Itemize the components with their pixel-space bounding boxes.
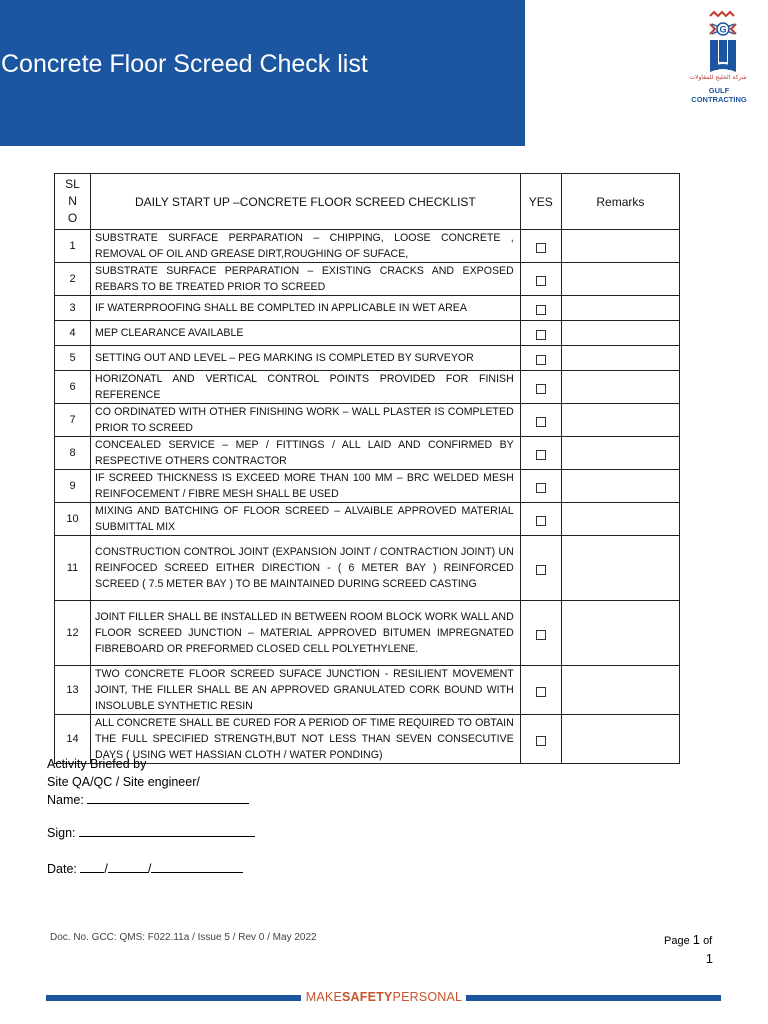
row-yes-cell <box>520 230 561 263</box>
yes-checkbox[interactable] <box>536 483 546 493</box>
page-total: 1 <box>705 951 713 966</box>
name-label: Name: <box>47 793 84 807</box>
table-row <box>55 230 680 263</box>
row-number: 11 <box>55 536 91 601</box>
footer-bar-right <box>466 995 721 1001</box>
row-number: 9 <box>55 470 91 503</box>
date-line <box>47 862 243 876</box>
row-number: 2 <box>55 263 91 296</box>
row-number: 10 <box>55 503 91 536</box>
row-yes-cell <box>520 371 561 404</box>
row-checklist-item: SUBSTRATE SURFACE PERPARATION – CHIPPING, LOOSE CONCRETE , REMOVAL OF OIL AND GREASE DIRT,ROUGHING OF SUFACE, <box>91 230 521 263</box>
yes-checkbox[interactable] <box>536 355 546 365</box>
row-number: 6 <box>55 371 91 404</box>
table-row <box>55 536 680 601</box>
yes-checkbox[interactable] <box>536 417 546 427</box>
yes-checkbox[interactable] <box>536 330 546 340</box>
logo-shield-icon <box>710 40 736 72</box>
sign-field[interactable] <box>79 826 255 837</box>
table-row <box>55 263 680 296</box>
logo-line2: CONTRACTING <box>691 95 747 104</box>
logo-text <box>680 86 758 104</box>
row-checklist-item: IF SCREED THICKNESS IS EXCEED MORE THAN 100 MM – BRC WELDED MESH REINFOCEMENT / FIBRE MESH SHALL BE USED <box>91 470 521 503</box>
page-of-label: of <box>703 935 713 947</box>
date-separator: / <box>104 862 108 876</box>
yes-checkbox[interactable] <box>536 565 546 575</box>
row-checklist-item: CONSTRUCTION CONTROL JOINT (EXPANSION JOINT / CONTRACTION JOINT) UN REINFOCED SCREED EITHER DIRECTION - ( 6 METER BAY ) REINFORCED SCREED ( 7.5 METER BAY ) TO BE MAINTAINED DURING SCREED CASTING <box>91 536 521 601</box>
row-checklist-item: CONCEALED SERVICE – MEP / FITTINGS / ALL LAID AND CONFIRMED BY RESPECTIVE OTHERS CONTRACTOR <box>91 437 521 470</box>
row-number: 7 <box>55 404 91 437</box>
table-header-row <box>55 174 680 230</box>
yes-checkbox[interactable] <box>536 450 546 460</box>
row-remarks-cell[interactable] <box>561 263 679 296</box>
document-number: Doc. No. GCC: QMS: F022.11a / Issue 5 / Rev 0 / May 2022 <box>50 932 317 943</box>
row-remarks-cell[interactable] <box>561 601 679 666</box>
row-yes-cell <box>520 715 561 764</box>
row-remarks-cell[interactable] <box>561 346 679 371</box>
row-remarks-cell[interactable] <box>561 404 679 437</box>
row-checklist-item: CO ORDINATED WITH OTHER FINISHING WORK – WALL PLASTER IS COMPLETED PRIOR TO SCREED <box>91 404 521 437</box>
row-yes-cell <box>520 263 561 296</box>
row-number: 12 <box>55 601 91 666</box>
row-number: 14 <box>55 715 91 764</box>
header-yes: YES <box>520 174 561 230</box>
table-row <box>55 601 680 666</box>
row-yes-cell <box>520 470 561 503</box>
briefed-by-label: Activity Briefed by <box>47 757 147 771</box>
date-month-field[interactable] <box>108 862 148 873</box>
table-row <box>55 437 680 470</box>
yes-checkbox[interactable] <box>536 736 546 746</box>
row-number: 1 <box>55 230 91 263</box>
row-checklist-item: IF WATERPROOFING SHALL BE COMPLTED IN APPLICABLE IN WET AREA <box>91 296 521 321</box>
logo-letter: G <box>719 24 727 35</box>
row-remarks-cell[interactable] <box>561 296 679 321</box>
row-remarks-cell[interactable] <box>561 503 679 536</box>
yes-checkbox[interactable] <box>536 687 546 697</box>
name-line <box>47 791 249 809</box>
yes-checkbox[interactable] <box>536 516 546 526</box>
row-remarks-cell[interactable] <box>561 666 679 715</box>
yes-checkbox[interactable] <box>536 630 546 640</box>
name-field[interactable] <box>87 793 249 804</box>
table-row <box>55 346 680 371</box>
row-yes-cell <box>520 536 561 601</box>
row-number: 5 <box>55 346 91 371</box>
page-title: Concrete Floor Screed Check list <box>1 50 368 78</box>
page-number <box>664 931 713 967</box>
row-yes-cell <box>520 666 561 715</box>
header-remarks: Remarks <box>561 174 679 230</box>
date-year-field[interactable] <box>151 862 243 873</box>
row-yes-cell <box>520 346 561 371</box>
page-current: 1 <box>692 932 700 947</box>
header-checklist: DAILY START UP –CONCRETE FLOOR SCREED CHECKLIST <box>91 174 521 230</box>
row-yes-cell <box>520 321 561 346</box>
header-band <box>0 0 525 146</box>
row-yes-cell <box>520 601 561 666</box>
logo-arabic-text: شركة الخليج للمقاولات <box>689 74 747 81</box>
table-row <box>55 296 680 321</box>
yes-checkbox[interactable] <box>536 276 546 286</box>
table-row <box>55 470 680 503</box>
table-row <box>55 666 680 715</box>
table-row <box>55 404 680 437</box>
row-number: 3 <box>55 296 91 321</box>
row-checklist-item: JOINT FILLER SHALL BE INSTALLED IN BETWEEN ROOM BLOCK WORK WALL AND FLOOR SCREED JUNCTION – MATERIAL APPROVED BITUMEN IMPREGNATED FIBREBOARD OR PREFORMED CLOSED CELL POLYETHYLENE. <box>91 601 521 666</box>
footer-bar-left <box>46 995 301 1001</box>
logo-line1: GULF <box>708 86 730 95</box>
date-day-field[interactable] <box>80 862 104 873</box>
date-separator: / <box>147 862 152 876</box>
sign-line <box>47 826 255 840</box>
row-remarks-cell[interactable] <box>561 536 679 601</box>
row-checklist-item: TWO CONCRETE FLOOR SCREED SUFACE JUNCTION - RESILIENT MOVEMENT JOINT, THE FILLER SHALL BE AN APPROVED GRANULATED CORK BOUND WITH INSOLUBLE SYNTHETIC RESIN <box>91 666 521 715</box>
safety-slogan <box>304 990 464 1004</box>
slogan-safety: SAFETY <box>342 990 393 1004</box>
row-yes-cell <box>520 437 561 470</box>
yes-checkbox[interactable] <box>536 305 546 315</box>
yes-checkbox[interactable] <box>536 384 546 394</box>
page-label: Page <box>664 935 690 947</box>
row-checklist-item: ALL CONCRETE SHALL BE CURED FOR A PERIOD OF TIME REQUIRED TO OBTAIN THE FULL SPECIFIED STRENGTH,BUT NOT LESS THAN SEVEN CONSECUTIVE DAYS ( USING WET HASSIAN CLOTH / WATER PONDING) <box>91 715 521 764</box>
slogan-make: MAKE <box>305 990 343 1004</box>
row-yes-cell <box>520 503 561 536</box>
row-remarks-cell[interactable] <box>561 470 679 503</box>
row-remarks-cell[interactable] <box>561 715 679 764</box>
row-remarks-cell[interactable] <box>561 230 679 263</box>
row-yes-cell <box>520 404 561 437</box>
table-row <box>55 371 680 404</box>
row-number: 13 <box>55 666 91 715</box>
yes-checkbox[interactable] <box>536 243 546 253</box>
row-remarks-cell[interactable] <box>561 437 679 470</box>
site-engineer-label: Site QA/QC / Site engineer/ <box>47 775 200 789</box>
sign-label: Sign: <box>47 826 76 840</box>
table-row <box>55 321 680 346</box>
checklist-table <box>54 173 680 764</box>
row-remarks-cell[interactable] <box>561 321 679 346</box>
row-number: 8 <box>55 437 91 470</box>
row-checklist-item: MEP CLEARANCE AVAILABLE <box>91 321 521 346</box>
header-sl-no: SL N O <box>55 174 91 230</box>
briefing-block <box>47 755 249 809</box>
row-checklist-item: HORIZONATL AND VERTICAL CONTROL POINTS PROVIDED FOR FINISH REFERENCE <box>91 371 521 404</box>
row-checklist-item: MIXING AND BATCHING OF FLOOR SCREED – ALVAIBLE APPROVED MATERIAL SUBMITTAL MIX <box>91 503 521 536</box>
row-yes-cell <box>520 296 561 321</box>
slogan-personal: PERSONAL <box>392 990 463 1004</box>
row-checklist-item: SUBSTRATE SURFACE PERPARATION – EXISTING CRACKS AND EXPOSED REBARS TO BE TREATED PRIOR TO SCREED <box>91 263 521 296</box>
date-label: Date: <box>47 862 77 876</box>
row-number: 4 <box>55 321 91 346</box>
table-row <box>55 503 680 536</box>
row-remarks-cell[interactable] <box>561 371 679 404</box>
row-checklist-item: SETTING OUT AND LEVEL – PEG MARKING IS COMPLETED BY SURVEYOR <box>91 346 521 371</box>
